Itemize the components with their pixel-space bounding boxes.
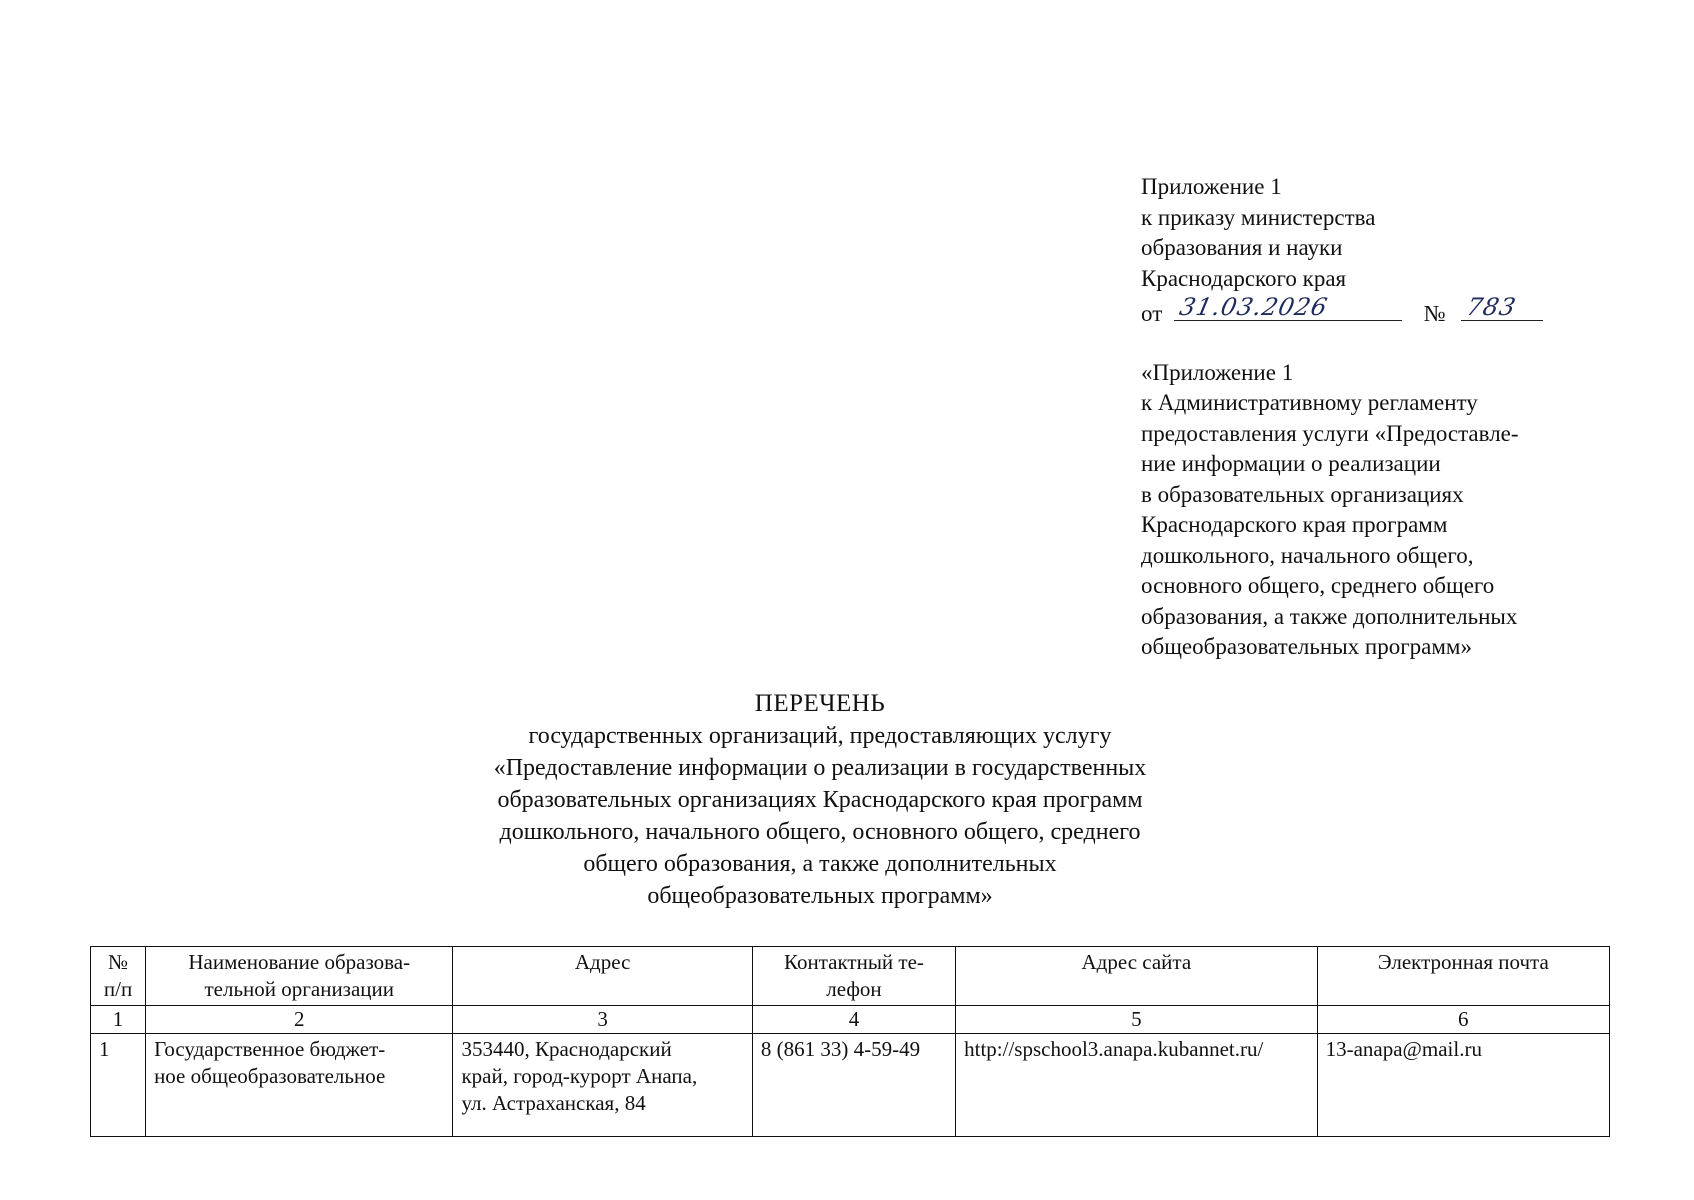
header-text: № [108, 950, 129, 974]
org-site: http://spschool3.anapa.kubannet.ru/ [956, 1034, 1317, 1137]
header-text: п/п [103, 977, 133, 1001]
date-prefix: от [1141, 301, 1163, 326]
table-row [91, 1034, 1610, 1137]
reglament-line: образования, а также дополнительных [1141, 603, 1518, 629]
reglament-line: ние информации о реализации [1141, 451, 1441, 476]
handwritten-number: 783 [1464, 292, 1520, 321]
title-line: общеобразовательных программ» [647, 883, 993, 909]
org-name-line: ное общеобразовательное [154, 1064, 386, 1088]
row-number: 1 [91, 1034, 146, 1137]
org-address [453, 1034, 752, 1137]
org-name [146, 1034, 453, 1137]
appendix-line: Краснодарского края [1141, 265, 1347, 291]
appendix-line: к приказу министерства [1141, 204, 1376, 230]
document-title [360, 688, 1280, 912]
header-text: Адрес [574, 950, 631, 974]
organizations-table [90, 946, 1610, 1137]
reglament-line: дошкольного, начального общего, [1141, 542, 1474, 568]
header-text: тельной организации [204, 977, 395, 1001]
title-line: общего образования, а также дополнительных [583, 851, 1057, 877]
header-text: Наименование образова- [188, 950, 411, 974]
org-name-line: Государственное бюджет- [154, 1037, 386, 1061]
address-line: 353440, Краснодарский [461, 1037, 672, 1061]
header-text: Контактный те- [784, 950, 924, 974]
number-sign: № [1423, 301, 1446, 326]
reglament-reference [1141, 358, 1601, 663]
table-header-row [91, 947, 1610, 1006]
address-line: край, город-курорт Анапа, [461, 1064, 698, 1088]
reglament-line: Краснодарского края программ [1141, 512, 1448, 537]
reglament-line: общеобразовательных программ» [1141, 634, 1472, 659]
handwritten-date: 31.03.2026 [1177, 292, 1331, 321]
title-line: государственных организаций, предоставляющих услугу [528, 723, 1112, 749]
reglament-line: «Приложение 1 [1141, 359, 1294, 385]
title-line: дошкольного, начального общего, основного общего, среднего [499, 819, 1141, 845]
column-number: 5 [956, 1006, 1317, 1034]
address-line: ул. Астраханская, 84 [461, 1091, 646, 1115]
order-date-line [1141, 294, 1601, 330]
reglament-line: основного общего, среднего общего [1141, 573, 1495, 598]
reglament-line: в образовательных организациях [1141, 481, 1464, 507]
column-number: 2 [146, 1006, 453, 1034]
appendix-header [1141, 172, 1601, 663]
appendix-line: образования и науки [1141, 235, 1343, 260]
header-text: Электронная почта [1377, 950, 1549, 974]
column-number: 3 [453, 1006, 752, 1034]
header-phone [752, 947, 955, 1006]
header-name [146, 947, 453, 1006]
column-number: 4 [752, 1006, 955, 1034]
column-number: 1 [91, 1006, 146, 1034]
header-site [956, 947, 1317, 1006]
header-number [91, 947, 146, 1006]
org-email: 13-anapa@mail.ru [1317, 1034, 1609, 1137]
column-number: 6 [1317, 1006, 1609, 1034]
org-phone: 8 (861 33) 4-59-49 [752, 1034, 955, 1137]
header-email [1317, 947, 1609, 1006]
handwritten-number-field [1461, 294, 1543, 321]
title-line: образовательных организациях Краснодарского края программ [497, 787, 1143, 813]
reglament-line: к Административному регламенту [1141, 390, 1478, 415]
header-text: лефон [826, 977, 882, 1001]
header-text: Адрес сайта [1081, 950, 1192, 974]
title-heading: ПЕРЕЧЕНЬ [754, 690, 886, 717]
handwritten-date-field [1174, 294, 1402, 321]
appendix-line: Приложение 1 [1141, 174, 1282, 199]
reglament-line: предоставления услуги «Предоставле- [1141, 420, 1519, 446]
column-number-row [91, 1006, 1610, 1034]
title-line: «Предоставление информации о реализации в государственных [493, 755, 1147, 781]
header-address [453, 947, 752, 1006]
